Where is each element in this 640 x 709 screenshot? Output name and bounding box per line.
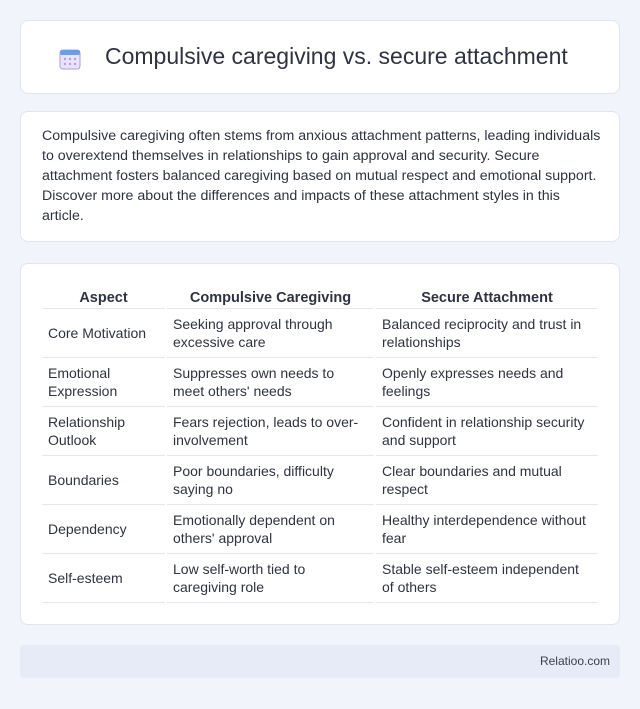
cell-compulsive: Seeking approval through excessive care	[166, 308, 375, 357]
page-title: Compulsive caregiving vs. secure attachment	[105, 43, 568, 69]
cell-secure: Balanced reciprocity and trust in relationships	[375, 308, 598, 357]
cell-aspect: Core Motivation	[42, 308, 166, 357]
cell-secure: Healthy interdependence without fear	[375, 504, 598, 553]
cell-compulsive: Fears rejection, leads to over-involvement	[166, 406, 375, 455]
calendar-icon	[59, 48, 81, 70]
header-secure-attachment: Secure Attachment	[375, 284, 598, 308]
header-aspect: Aspect	[42, 284, 166, 308]
cell-compulsive: Poor boundaries, difficulty saying no	[166, 455, 375, 504]
cell-secure: Stable self-esteem independent of others	[375, 553, 598, 602]
title-card	[20, 20, 620, 94]
table-row	[42, 357, 598, 406]
cell-aspect: Dependency	[42, 504, 166, 553]
footer-site-link[interactable]: Relatioo.com	[539, 654, 610, 668]
cell-secure: Clear boundaries and mutual respect	[375, 455, 598, 504]
header-compulsive-caregiving: Compulsive Caregiving	[166, 284, 375, 308]
intro-card	[20, 111, 620, 242]
cell-secure: Confident in relationship security and support	[375, 406, 598, 455]
comparison-card	[20, 263, 620, 625]
cell-aspect: Boundaries	[42, 455, 166, 504]
comparison-table	[42, 284, 598, 603]
cell-aspect: Relationship Outlook	[42, 406, 166, 455]
cell-compulsive: Suppresses own needs to meet others' needs	[166, 357, 375, 406]
table-header-row	[42, 284, 598, 308]
footer-bar	[20, 645, 620, 678]
table-row	[42, 455, 598, 504]
cell-aspect: Emotional Expression	[42, 357, 166, 406]
cell-compulsive: Low self-worth tied to caregiving role	[166, 553, 375, 602]
table-row	[42, 504, 598, 553]
cell-aspect: Self-esteem	[42, 553, 166, 602]
table-row	[42, 308, 598, 357]
table-row	[42, 406, 598, 455]
intro-paragraph: Compulsive caregiving often stems from anxious attachment patterns, leading individuals to overextend themselves in relationships to gain approval and security. Secure attachment fosters balanced caregiving based on mutual respect and emotional support. Discover more about the differences and impacts of these attachment styles in this article.	[42, 128, 601, 224]
cell-compulsive: Emotionally dependent on others' approval	[166, 504, 375, 553]
table-row	[42, 553, 598, 602]
cell-secure: Openly expresses needs and feelings	[375, 357, 598, 406]
